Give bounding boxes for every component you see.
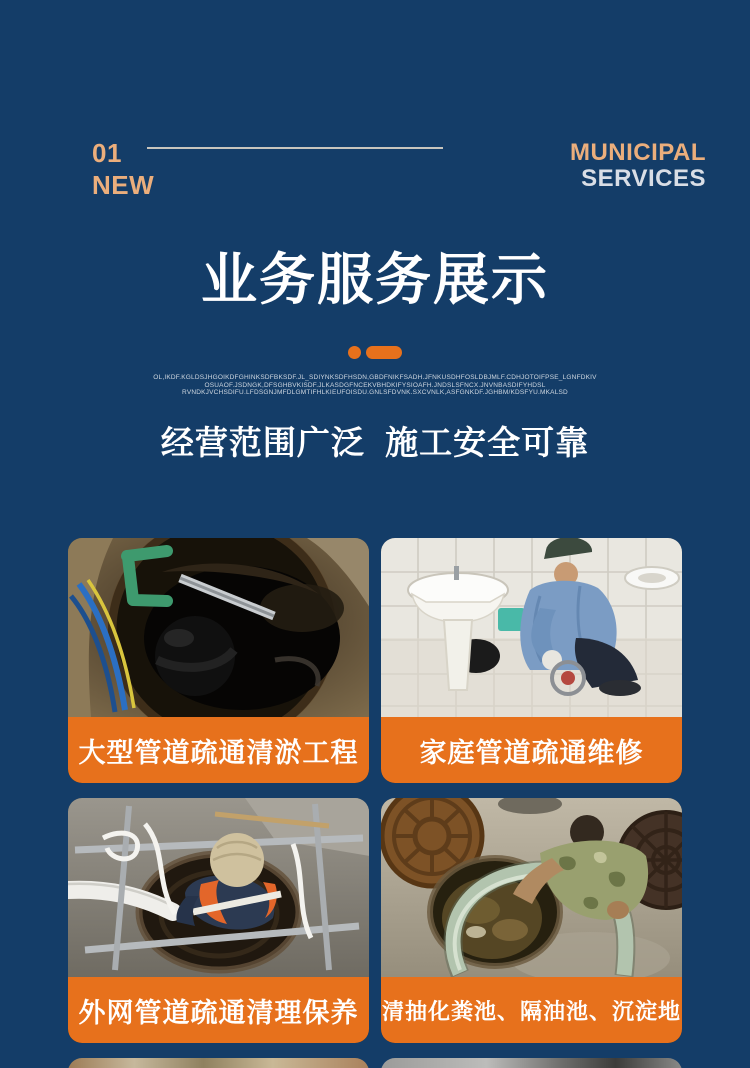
page-title: 业务服务展示 [201,248,549,311]
service-card-home-pipe-repair[interactable] [381,538,682,783]
service-card-label [381,717,682,783]
english-title-line2: SERVICES [581,164,706,192]
accent-dash-icon [366,346,402,359]
photo-manhole-sludge-pumping-svg [68,538,369,717]
photo-septic-tank-suction-svg [381,798,682,977]
service-card-large-pipe-dredging[interactable] [68,538,369,783]
photo-street-manhole-maintenance [68,798,369,977]
section-index-number: 01 [92,138,122,168]
next-row-photo-right [381,1058,682,1068]
header-divider-line [147,147,443,149]
service-card-label-text: 家庭管道疏通维修 [419,737,644,768]
service-card-label-text: 清抽化粪池、隔油池、沉淀地 [381,998,681,1024]
photo-bathroom-pipe-repair [381,538,682,717]
service-card-label-text: 大型管道疏通清淤工程 [78,737,359,768]
photo-manhole-sludge-pumping [68,538,369,717]
next-row-photo-peek [68,1058,682,1068]
service-card-septic-tank-suction[interactable] [381,798,682,1043]
service-card-label-text: 外网管道疏通清理保养 [78,997,359,1028]
fineprint-line: RVNDKJVCHSDIFU.LFDSGNJMFDLGMTIFHLKIEUFOISDU.GNLSFDVNK.SXCVNLK,ASFGNKDF.JGHBM/KDSFYU.MKALSD [182,389,568,396]
service-card-label [68,717,369,783]
photo-street-manhole-maintenance-svg [68,798,369,977]
english-title-line1: MUNICIPAL [569,139,706,166]
fineprint-line: OSUAOF.JSDNGK,DFSGHBVKISDF.JLKASDGFNCEKVBHDKIFYSIOAFH.JNDSLSFNCX.JNVNBASDIFYHDSL [204,381,546,389]
service-card-label [381,977,682,1043]
decorative-fineprint [0,374,750,397]
photo-septic-tank-suction [381,798,682,977]
section-index [92,138,154,202]
photo-bathroom-pipe-repair-svg [381,538,682,717]
title-accent [0,346,750,359]
page-subtitle: 经营范围广泛 施工安全可靠 [160,424,590,461]
section-index-label: NEW [92,169,155,200]
service-card-label [68,977,369,1043]
fineprint-line: OL,IKDF.KGLDSJHGOIKDFGHINKSDFBKSDF.JL_SDIYNKSDFHSDN,GBDFNIKFSADH.JFNKUSDHFOSLDBJMLF.CDHJOTOIFPSE_LGNFDKIV [153,374,597,381]
accent-dot-icon [348,346,361,359]
service-card-grid [68,538,682,1043]
service-card-external-network-maintenance[interactable] [68,798,369,1043]
section-english-title [570,140,706,192]
next-row-photo-left [68,1058,369,1068]
